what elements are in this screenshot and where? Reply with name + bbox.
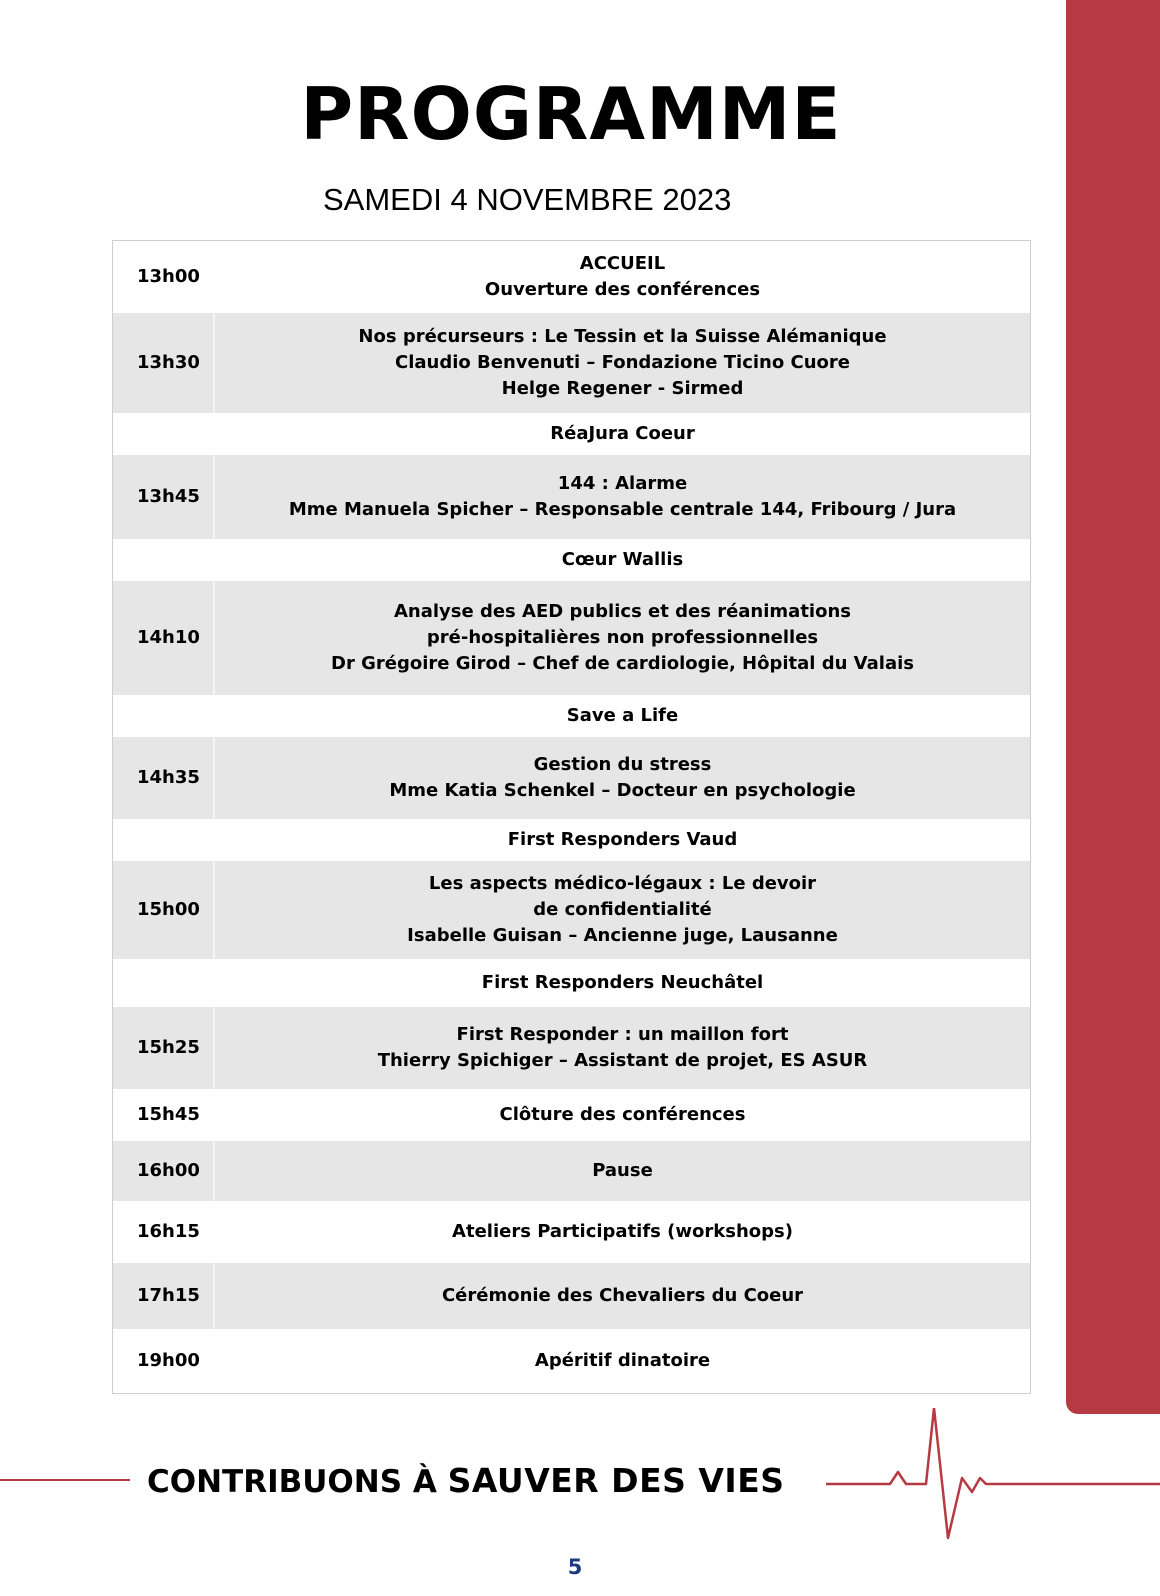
schedule-row: [113, 1089, 1030, 1141]
schedule-description-line: Thierry Spichiger – Assistant de projet, ES ASUR: [377, 1050, 868, 1071]
schedule-description-line: Save a Life: [566, 705, 679, 726]
schedule-time: 15h45: [137, 1104, 200, 1125]
decorative-side-band: [1066, 0, 1160, 1414]
schedule-row: [113, 581, 1030, 695]
schedule-row: [113, 413, 1030, 455]
schedule-time: 15h25: [113, 1007, 215, 1089]
page-number: 5: [567, 1555, 583, 1579]
schedule-description-line: Isabelle Guisan – Ancienne juge, Lausanne: [407, 925, 838, 946]
schedule-row: [113, 959, 1030, 1007]
schedule-description-line: Claudio Benvenuti – Fondazione Ticino Cuore: [395, 352, 850, 373]
schedule-description-line: Cœur Wallis: [561, 549, 684, 570]
schedule-table: [112, 240, 1031, 1394]
schedule-description-line: Dr Grégoire Girod – Chef de cardiologie, Hôpital du Valais: [331, 653, 914, 674]
schedule-description: [215, 959, 1030, 1007]
schedule-description-line: ACCUEIL: [579, 253, 666, 274]
schedule-description: [215, 581, 1030, 695]
schedule-description: [215, 455, 1030, 539]
event-date: SAMEDI 4 NOVEMBRE 2023: [323, 182, 732, 217]
schedule-time: [113, 413, 215, 455]
schedule-description-line: Ateliers Participatifs (workshops): [452, 1221, 793, 1242]
schedule-description: [215, 861, 1030, 959]
schedule-description: [215, 819, 1030, 861]
schedule-row: [113, 1201, 1030, 1263]
schedule-description-line: First Responder : un maillon fort: [456, 1024, 789, 1045]
schedule-time: 13h30: [113, 313, 215, 413]
schedule-description: [215, 313, 1030, 413]
schedule-row: [113, 695, 1030, 737]
schedule-description: [215, 1329, 1030, 1393]
schedule-row: [113, 313, 1030, 413]
schedule-description-line: Mme Manuela Spicher – Responsable centrale 144, Fribourg / Jura: [288, 499, 957, 520]
schedule-description: [215, 1141, 1030, 1201]
schedule-description-line: Gestion du stress: [533, 754, 712, 775]
schedule-description-line: First Responders Neuchâtel: [481, 972, 764, 993]
schedule-row: [113, 539, 1030, 581]
schedule-description-line: Nos précurseurs : Le Tessin et la Suisse Alémanique: [358, 326, 887, 347]
schedule-description-line: Clôture des conférences: [499, 1104, 746, 1125]
schedule-description-line: Mme Katia Schenkel – Docteur en psychologie: [389, 780, 856, 801]
schedule-description: [215, 737, 1030, 819]
schedule-description: [215, 413, 1030, 455]
heartbeat-pulse-icon: [826, 1408, 1160, 1544]
schedule-row: [113, 737, 1030, 819]
schedule-description-line: Cérémonie des Chevaliers du Coeur: [441, 1285, 804, 1306]
schedule-description: [215, 539, 1030, 581]
schedule-time: 14h35: [113, 737, 215, 819]
schedule-description-line: 144 : Alarme: [557, 473, 688, 494]
schedule-row: [113, 1141, 1030, 1201]
schedule-row: [113, 819, 1030, 861]
schedule-description-line: RéaJura Coeur: [550, 423, 695, 444]
schedule-time: [113, 959, 215, 1007]
schedule-time: 13h45: [113, 455, 215, 539]
schedule-description-line: de confidentialité: [533, 899, 712, 920]
schedule-description-line: Ouverture des conférences: [484, 279, 761, 300]
schedule-row: [113, 455, 1030, 539]
slogan-part-1: CONTRIBUONS À: [147, 1464, 448, 1500]
schedule-time: 16h15: [137, 1221, 200, 1242]
schedule-description: [215, 1263, 1030, 1329]
schedule-time: 14h10: [113, 581, 215, 695]
schedule-time: 19h00: [137, 1350, 200, 1371]
schedule-description-line: Apéritif dinatoire: [534, 1350, 711, 1371]
schedule-time: [113, 819, 215, 861]
schedule-description-line: Pause: [592, 1160, 653, 1181]
schedule-description-line: First Responders Vaud: [507, 829, 738, 850]
schedule-description-line: Helge Regener - Sirmed: [501, 378, 744, 399]
schedule-row: [113, 1263, 1030, 1329]
schedule-time: 13h00: [137, 266, 200, 287]
schedule-description-line: pré-hospitalières non professionnelles: [426, 627, 819, 648]
schedule-description-line: Analyse des AED publics et des réanimations: [393, 601, 851, 622]
slogan-part-2: SAUVER DES VIES: [447, 1461, 785, 1500]
schedule-time: 15h00: [113, 861, 215, 959]
schedule-description: [215, 241, 1030, 313]
schedule-description: [215, 695, 1030, 737]
schedule-time: [113, 695, 215, 737]
schedule-description: [215, 1201, 1030, 1263]
schedule-description: [215, 1007, 1030, 1089]
schedule-row: [113, 241, 1030, 313]
schedule-row: [113, 1007, 1030, 1089]
page-title: PROGRAMME: [300, 72, 842, 156]
divider-line: [0, 1479, 130, 1481]
slogan: [147, 1463, 785, 1500]
schedule-time: 16h00: [113, 1141, 215, 1201]
schedule-time: 17h15: [113, 1263, 215, 1329]
schedule-description: [215, 1089, 1030, 1141]
schedule-time: [113, 539, 215, 581]
schedule-row: [113, 1329, 1030, 1393]
schedule-description-line: Les aspects médico-légaux : Le devoir: [428, 873, 817, 894]
schedule-row: [113, 861, 1030, 959]
